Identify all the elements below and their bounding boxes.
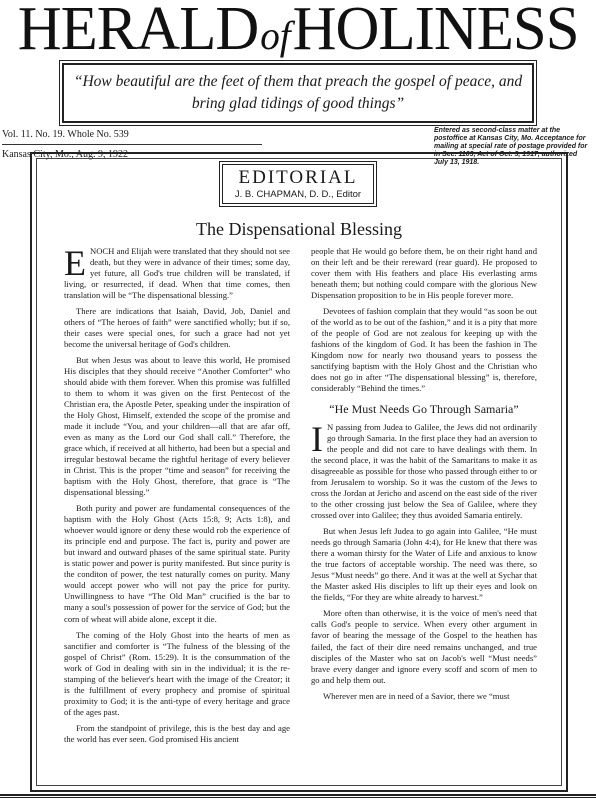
- masthead-part-herald: HERALD: [17, 0, 259, 63]
- editorial-header: [222, 164, 374, 204]
- motto-line-1: “How beautiful are the feet of them that preach the gospel of peace, and: [73, 73, 523, 90]
- masthead-title: [18, 0, 579, 65]
- paragraph: Devotees of fashion complain that they would “as soon be out of the world as to be out of the fashion,” and it is a pity that more of the people of God are not zealous for keeping up with the fashions of the kingdom of God. It has been the fashion in The Kingdom now for nearly two thousand years to possess the sanctifying baptism with the Holy Ghost and the Christian who does not go in after “The dispensational blessing” is, therefore, considerably “Behind the times.”: [311, 306, 537, 394]
- bottom-rule: [0, 794, 596, 798]
- paragraph: Wherever men are in need of a Savior, there we “must: [323, 690, 510, 701]
- left-column: [64, 243, 290, 750]
- paragraph: From the standpoint of privilege, this is the best day and age the world has ever seen. God promised His ancient: [64, 722, 290, 744]
- motto-box: [62, 63, 534, 123]
- paragraph: people that He would go before them, be on their right hand and on their left and be their rereward (rear guard). He proposed to cover them with His feathers and place His everlasting arms beneath them; but nothing could compare with the glorious New Dispensation proposition to be in His people forever more.: [311, 246, 537, 301]
- issue-volume: Vol. 11. No. 19. Whole No. 539: [2, 129, 129, 140]
- masthead-part-holiness: HOLINESS: [292, 0, 579, 63]
- drop-cap: E: [64, 243, 86, 283]
- paragraph-text: N passing from Judea to Galilee, the Jews did not ordinarily go through Samaria. In the first place they had an aversion to the people and did not care to have dealings with them. In the second place, it was the habit of the Samaritans to make it as disagreeable as possible for those who passed through either to or from Jerusalem to worship. So it was the custom of the Jews to cross the Jordan at Jericho and ascend on the east side of the river to the other crossing just below the Sea of Galilee, where they crossed over into Galilee; they thus avoided Samaria entirely.: [311, 422, 538, 521]
- paragraph: There are indications that Isaiah, David, Job, Daniel and others of “The heroes of faith” were sanctified wholly; but if so, their cases were special ones, for such a grace had not yet become the universal heritage of God's children.: [64, 306, 290, 350]
- paragraph: Both purity and power are fundamental consequences of the baptism with the Holy Ghost (Acts 15:8, 9; Acts 1:8), and whoever would ignore or deny these would rob the experience of its principle end and purpose. The fact is, purity and power are but inward and outward phases of the same spiritual state. Purity is static power and power is purity manifested. But since purity is the conditon of power, the test naturally comes on purity. Many would accept power who will not pay the price for purity. Unwillingness to have “The Old Man” crucified is the bar to many a soul's possession of power for the service of God; but the corn of wheat will abide alone, except it die.: [64, 503, 290, 624]
- issue-place-date: Kansas City, Mo., Aug. 9, 1922: [2, 144, 262, 164]
- postal-notice: Entered as second-class matter at the postoffice at Kansas City, Mo. Acceptance for mailing at special rate of postage provided for in Sec. 1103, Act of Oct. 3, 1917, authorized July 13, 1918.: [434, 127, 588, 166]
- paragraph: [64, 243, 290, 301]
- paragraph-text: NOCH and Elijah were translated that they should not see death, but they were in advance of their times; some day, yet future, all God's true children will be translated, if living, or resurrected, if dead. When that time comes, then translation will be “The dispensational blessing.”: [64, 246, 290, 301]
- right-column: [311, 246, 537, 707]
- editorial-editor: J. B. CHAPMAN, D. D., Editor: [234, 189, 362, 200]
- paragraph: But when Jesus left Judea to go again into Galilee, “He must needs go through Samaria (John 4:4), for He knew that there was there a woman thirsty for the Water of Life and anxious to know the true factors of acceptable worship. The need was there, so Jesus “Must needs” go there. And it was at the well at Sychar that the Master asked His disciples to lift up their eyes and look on the fields, “For they are white already to harvest.”: [311, 526, 537, 603]
- paragraph: [311, 419, 538, 521]
- paragraph: But when Jesus was about to leave this world, He promised His disciples that they should receive “Another Comforter” who should abide with them forever. When this promise was fulfilled to them to whom it was given on the first Pentecost of the Christian era, the Apostle Peter, speaking under the inspiration of the Holy Ghost, Himself, extended the scope of the promise and made it include “You, and your children—all that are afar off, even as many as the Lord our God shall call.” Therefore, the grace which, if received at all hitherto, had been but a special and irregular bestowal became the rightful heritage of every believer in Christ. This is the proper “time and season” for receiving the baptism with the Holy Ghost, therefore, that grace is “The dispensational blessing.”: [64, 355, 290, 498]
- subheading: “He Must Needs Go Through Samaria”: [329, 402, 519, 417]
- masthead: [0, 0, 596, 63]
- masthead-of: of: [260, 13, 291, 58]
- paragraph: The coming of the Holy Ghost into the hearts of men as sanctifier and comforter is “The fulness of the blessing of the gospel of Christ” (Rom. 15:29). It is the consummation of the work of God in dealing with sin in the individual; it is the re-stamping of the believer's heart with the image of the Creator; it is the fulfillment of every prophecy and promise of spiritual proximity to God; it is the anti-type of every heritage and grace of the ages past.: [64, 629, 290, 717]
- editorial-title: EDITORIAL: [238, 167, 358, 188]
- motto-line-2: bring glad tidings of good things”: [191, 95, 405, 112]
- article-headline: The Dispensational Blessing: [196, 219, 402, 239]
- paragraph: More often than otherwise, it is the voice of men's need that calls God's people to service. When every other argument in favor of bearing the message of the Gospel to the heathen has failed, the fact of their dire need remains unchanged, and true disciples of the Master who sat on Jacob's well “Must needs” brave every danger and ignore every scoff and scorn of men to go and help them out.: [311, 608, 537, 685]
- drop-cap: I: [311, 419, 323, 460]
